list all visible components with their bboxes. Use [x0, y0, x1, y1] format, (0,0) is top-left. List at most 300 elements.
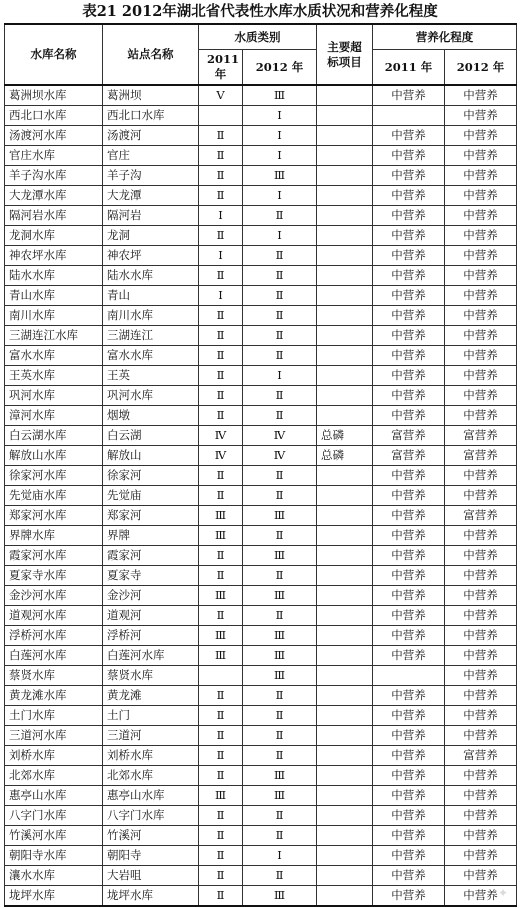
main-exceed-cell [317, 206, 373, 226]
wq-2012-cell: Ⅲ [243, 626, 317, 646]
table-row [5, 566, 517, 586]
reservoir-cell: 惠亭山水库 [5, 786, 103, 806]
reservoir-cell: 羊子沟水库 [5, 166, 103, 186]
main-exceed-cell [317, 766, 373, 786]
table-row [5, 486, 517, 506]
wq-2011-cell: Ⅱ [199, 466, 243, 486]
wq-2012-cell: Ⅱ [243, 486, 317, 506]
reservoir-cell: 青山水库 [5, 286, 103, 306]
trophic-2011-cell: 中营养 [373, 206, 445, 226]
wq-2012-cell: Ⅲ [243, 586, 317, 606]
main-exceed-cell [317, 106, 373, 126]
station-cell: 徐家河 [103, 466, 199, 486]
reservoir-cell: 黄龙滩水库 [5, 686, 103, 706]
header-main-exceed: 主要超标项目 [317, 24, 373, 85]
table-row [5, 546, 517, 566]
station-cell: 霞家河 [103, 546, 199, 566]
reservoir-cell: 霞家河水库 [5, 546, 103, 566]
wq-2011-cell [199, 666, 243, 686]
table-row [5, 85, 517, 106]
wq-2012-cell: Ⅱ [243, 746, 317, 766]
reservoir-cell: 浮桥河水库 [5, 626, 103, 646]
station-cell: 羊子沟 [103, 166, 199, 186]
trophic-2011-cell: 中营养 [373, 226, 445, 246]
trophic-2011-cell: 中营养 [373, 606, 445, 626]
trophic-2011-cell: 中营养 [373, 886, 445, 907]
wq-2011-cell: Ⅲ [199, 506, 243, 526]
reservoir-cell: 葛洲坝水库 [5, 85, 103, 106]
wq-2012-cell: Ⅱ [243, 206, 317, 226]
trophic-2011-cell: 中营养 [373, 766, 445, 786]
station-cell: 隔河岩 [103, 206, 199, 226]
main-exceed-cell [317, 866, 373, 886]
table-row [5, 826, 517, 846]
table-row [5, 366, 517, 386]
header-trophic-2011: 2011 年 [373, 50, 445, 86]
trophic-2011-cell: 中营养 [373, 246, 445, 266]
station-cell: 竹溪河 [103, 826, 199, 846]
table-row [5, 626, 517, 646]
wq-2012-cell: Ⅱ [243, 686, 317, 706]
table-row [5, 646, 517, 666]
trophic-2011-cell: 中营养 [373, 346, 445, 366]
trophic-2011-cell: 中营养 [373, 406, 445, 426]
table-row [5, 686, 517, 706]
station-cell: 蔡贤水库 [103, 666, 199, 686]
wq-2012-cell: Ⅱ [243, 326, 317, 346]
station-cell: 富水水库 [103, 346, 199, 366]
wq-2012-cell: Ⅱ [243, 726, 317, 746]
trophic-2012-cell: 中营养 [445, 85, 517, 106]
station-cell: 白云湖 [103, 426, 199, 446]
table-row [5, 146, 517, 166]
reservoir-cell: 大龙潭水库 [5, 186, 103, 206]
main-exceed-cell [317, 606, 373, 626]
wq-2012-cell: Ⅱ [243, 286, 317, 306]
station-cell: 白莲河水库 [103, 646, 199, 666]
trophic-2011-cell: 中营养 [373, 706, 445, 726]
main-exceed-cell [317, 886, 373, 907]
trophic-2011-cell: 中营养 [373, 146, 445, 166]
trophic-2011-cell: 中营养 [373, 166, 445, 186]
reservoir-cell: 龙洞水库 [5, 226, 103, 246]
reservoir-cell: 解放山水库 [5, 446, 103, 466]
wq-2011-cell: Ⅱ [199, 306, 243, 326]
reservoir-cell: 漳河水库 [5, 406, 103, 426]
trophic-2011-cell: 中营养 [373, 846, 445, 866]
reservoir-cell: 金沙河水库 [5, 586, 103, 606]
station-cell: 大岩咀 [103, 866, 199, 886]
wq-2011-cell: Ⅱ [199, 746, 243, 766]
trophic-2012-cell: 中营养 [445, 826, 517, 846]
table-row [5, 426, 517, 446]
table-row [5, 806, 517, 826]
trophic-2011-cell: 中营养 [373, 866, 445, 886]
wq-2011-cell: Ⅲ [199, 626, 243, 646]
main-exceed-cell [317, 806, 373, 826]
trophic-2012-cell: 中营养 [445, 106, 517, 126]
main-exceed-cell [317, 326, 373, 346]
trophic-2012-cell: 中营养 [445, 806, 517, 826]
trophic-2012-cell: 中营养 [445, 166, 517, 186]
trophic-2011-cell: 中营养 [373, 85, 445, 106]
wq-2011-cell: Ⅱ [199, 406, 243, 426]
trophic-2012-cell: 中营养 [445, 706, 517, 726]
main-exceed-cell [317, 526, 373, 546]
station-cell: 烟墩 [103, 406, 199, 426]
wq-2011-cell: Ⅱ [199, 366, 243, 386]
main-exceed-cell [317, 686, 373, 706]
trophic-2011-cell: 中营养 [373, 286, 445, 306]
reservoir-cell: 西北口水库 [5, 106, 103, 126]
header-trophic: 营养化程度 [373, 24, 517, 50]
table-row [5, 766, 517, 786]
trophic-2011-cell: 中营养 [373, 366, 445, 386]
trophic-2012-cell: 中营养 [445, 666, 517, 686]
table-row [5, 326, 517, 346]
trophic-2011-cell [373, 666, 445, 686]
table-row [5, 746, 517, 766]
wq-2012-cell: Ⅲ [243, 666, 317, 686]
wq-2012-cell: Ⅲ [243, 546, 317, 566]
main-exceed-cell [317, 546, 373, 566]
wq-2011-cell: Ⅱ [199, 346, 243, 366]
main-exceed-cell [317, 626, 373, 646]
trophic-2011-cell: 中营养 [373, 626, 445, 646]
table-row [5, 206, 517, 226]
station-cell: 青山 [103, 286, 199, 306]
trophic-2012-cell: 富营养 [445, 746, 517, 766]
trophic-2012-cell: 中营养 [445, 846, 517, 866]
trophic-2012-cell: 富营养 [445, 446, 517, 466]
trophic-2012-cell: 中营养 [445, 246, 517, 266]
wq-2011-cell: Ⅳ [199, 446, 243, 466]
trophic-2011-cell: 富营养 [373, 426, 445, 446]
wq-2011-cell: Ⅱ [199, 846, 243, 866]
trophic-2011-cell: 中营养 [373, 746, 445, 766]
station-cell: 朝阳寺 [103, 846, 199, 866]
wq-2011-cell: Ⅰ [199, 206, 243, 226]
reservoir-cell: 陆水水库 [5, 266, 103, 286]
header-wq-2011: 2011年 [199, 50, 243, 86]
wq-2011-cell: Ⅴ [199, 85, 243, 106]
reservoir-cell: 竹溪河水库 [5, 826, 103, 846]
trophic-2012-cell: 中营养 [445, 586, 517, 606]
trophic-2012-cell: 中营养 [445, 386, 517, 406]
table-row [5, 526, 517, 546]
wq-2011-cell: Ⅱ [199, 186, 243, 206]
trophic-2011-cell: 中营养 [373, 386, 445, 406]
table-row [5, 466, 517, 486]
trophic-2012-cell: 中营养 [445, 366, 517, 386]
trophic-2012-cell: 富营养 [445, 426, 517, 446]
station-cell: 三道河 [103, 726, 199, 746]
station-cell: 金沙河 [103, 586, 199, 606]
table-row [5, 386, 517, 406]
main-exceed-cell [317, 126, 373, 146]
main-exceed-cell [317, 466, 373, 486]
station-cell: 南川水库 [103, 306, 199, 326]
reservoir-cell: 刘桥水库 [5, 746, 103, 766]
station-cell: 北郊水库 [103, 766, 199, 786]
reservoir-cell: 神农坪水库 [5, 246, 103, 266]
station-cell: 龙洞 [103, 226, 199, 246]
wq-2012-cell: Ⅲ [243, 506, 317, 526]
table-row [5, 246, 517, 266]
trophic-2011-cell: 中营养 [373, 826, 445, 846]
trophic-2011-cell: 中营养 [373, 546, 445, 566]
wq-2011-cell: Ⅲ [199, 586, 243, 606]
reservoir-cell: 白云湖水库 [5, 426, 103, 446]
wq-2012-cell: Ⅱ [243, 606, 317, 626]
main-exceed-cell [317, 366, 373, 386]
trophic-2011-cell: 中营养 [373, 726, 445, 746]
station-cell: 夏家寺 [103, 566, 199, 586]
trophic-2012-cell: 中营养 [445, 466, 517, 486]
trophic-2011-cell: 中营养 [373, 466, 445, 486]
main-exceed-cell [317, 586, 373, 606]
trophic-2012-cell: 中营养 [445, 606, 517, 626]
trophic-2011-cell: 中营养 [373, 686, 445, 706]
trophic-2012-cell: 中营养 [445, 866, 517, 886]
main-exceed-cell [317, 386, 373, 406]
wq-2012-cell: Ⅲ [243, 166, 317, 186]
main-exceed-cell [317, 666, 373, 686]
station-cell: 刘桥水库 [103, 746, 199, 766]
main-exceed-cell [317, 146, 373, 166]
main-exceed-cell [317, 286, 373, 306]
table-row [5, 166, 517, 186]
main-exceed-cell [317, 246, 373, 266]
table-row [5, 586, 517, 606]
trophic-2012-cell: 中营养 [445, 646, 517, 666]
reservoir-cell: 官庄水库 [5, 146, 103, 166]
table-row [5, 846, 517, 866]
reservoir-cell: 道观河水库 [5, 606, 103, 626]
reservoir-cell: 南川水库 [5, 306, 103, 326]
main-exceed-cell [317, 826, 373, 846]
table-row [5, 886, 517, 907]
wq-2011-cell: Ⅱ [199, 706, 243, 726]
trophic-2011-cell: 中营养 [373, 266, 445, 286]
reservoir-cell: 八字门水库 [5, 806, 103, 826]
wq-2011-cell: Ⅱ [199, 226, 243, 246]
trophic-2012-cell: 中营养 [445, 566, 517, 586]
table-row [5, 226, 517, 246]
reservoir-cell: 垅坪水库 [5, 886, 103, 907]
trophic-2012-cell: 中营养 [445, 286, 517, 306]
wq-2011-cell: Ⅱ [199, 826, 243, 846]
header-station: 站点名称 [103, 24, 199, 85]
main-exceed-cell [317, 566, 373, 586]
table-row [5, 126, 517, 146]
wq-2011-cell: Ⅱ [199, 766, 243, 786]
station-cell: 惠亭山水库 [103, 786, 199, 806]
trophic-2011-cell: 中营养 [373, 326, 445, 346]
station-cell: 葛洲坝 [103, 85, 199, 106]
table-title: 表21 2012年湖北省代表性水库水质状况和营养化程度 [82, 3, 438, 20]
main-exceed-cell [317, 85, 373, 106]
table-row [5, 786, 517, 806]
wq-2011-cell: Ⅱ [199, 886, 243, 907]
table-row [5, 606, 517, 626]
table-row [5, 706, 517, 726]
table-row [5, 666, 517, 686]
station-cell: 神农坪 [103, 246, 199, 266]
wq-2012-cell: Ⅱ [243, 466, 317, 486]
trophic-2012-cell: 中营养 [445, 226, 517, 246]
wq-2011-cell: Ⅱ [199, 726, 243, 746]
reservoir-cell: 富水水库 [5, 346, 103, 366]
wq-2012-cell: Ⅱ [243, 866, 317, 886]
reservoir-cell: 朝阳寺水库 [5, 846, 103, 866]
reservoir-cell: 北郊水库 [5, 766, 103, 786]
wq-2012-cell: Ⅰ [243, 226, 317, 246]
table-row [5, 106, 517, 126]
station-cell: 八字门水库 [103, 806, 199, 826]
trophic-2011-cell: 中营养 [373, 786, 445, 806]
wq-2012-cell: Ⅲ [243, 85, 317, 106]
wq-2012-cell: Ⅰ [243, 846, 317, 866]
reservoir-cell: 隔河岩水库 [5, 206, 103, 226]
reservoir-cell: 三道河水库 [5, 726, 103, 746]
wq-2011-cell: Ⅱ [199, 126, 243, 146]
trophic-2012-cell: 中营养 [445, 526, 517, 546]
trophic-2012-cell: 中营养 [445, 266, 517, 286]
main-exceed-cell [317, 846, 373, 866]
wq-2012-cell: Ⅱ [243, 346, 317, 366]
reservoir-cell: 先觉庙水库 [5, 486, 103, 506]
wq-2011-cell: Ⅱ [199, 866, 243, 886]
wq-2012-cell: Ⅰ [243, 146, 317, 166]
trophic-2012-cell: 中营养 [445, 726, 517, 746]
main-exceed-cell [317, 786, 373, 806]
main-exceed-cell: 总磷 [317, 446, 373, 466]
wq-2011-cell: Ⅱ [199, 386, 243, 406]
wq-2012-cell: Ⅱ [243, 266, 317, 286]
station-cell: 先觉庙 [103, 486, 199, 506]
table-row [5, 306, 517, 326]
wq-2011-cell: Ⅱ [199, 486, 243, 506]
main-exceed-cell [317, 166, 373, 186]
header-wq-2012: 2012 年 [243, 50, 317, 86]
station-cell: 界牌 [103, 526, 199, 546]
wq-2012-cell: Ⅲ [243, 786, 317, 806]
wq-2011-cell: Ⅱ [199, 146, 243, 166]
wq-2012-cell: Ⅳ [243, 446, 317, 466]
wq-2011-cell: Ⅱ [199, 166, 243, 186]
wq-2012-cell: Ⅱ [243, 706, 317, 726]
wq-2011-cell: Ⅱ [199, 566, 243, 586]
station-cell: 陆水水库 [103, 266, 199, 286]
trophic-2011-cell: 中营养 [373, 186, 445, 206]
main-exceed-cell: 总磷 [317, 426, 373, 446]
table-row [5, 266, 517, 286]
reservoir-cell: 土门水库 [5, 706, 103, 726]
table-body [5, 85, 517, 906]
reservoir-cell: 夏家寺水库 [5, 566, 103, 586]
table-row [5, 286, 517, 306]
header-reservoir: 水库名称 [5, 24, 103, 85]
water-quality-table [4, 23, 517, 907]
trophic-2011-cell: 中营养 [373, 506, 445, 526]
main-exceed-cell [317, 706, 373, 726]
table-row [5, 726, 517, 746]
trophic-2012-cell: 中营养 [445, 486, 517, 506]
wq-2012-cell: Ⅰ [243, 106, 317, 126]
station-cell: 解放山 [103, 446, 199, 466]
trophic-2012-cell: 中营养 [445, 146, 517, 166]
reservoir-cell: 瀼水水库 [5, 866, 103, 886]
wq-2011-cell: Ⅲ [199, 786, 243, 806]
trophic-2011-cell: 中营养 [373, 566, 445, 586]
table-row [5, 446, 517, 466]
wq-2012-cell: Ⅰ [243, 186, 317, 206]
trophic-2012-cell: 中营养 [445, 186, 517, 206]
station-cell: 道观河 [103, 606, 199, 626]
main-exceed-cell [317, 266, 373, 286]
trophic-2012-cell: 中营养 [445, 686, 517, 706]
reservoir-cell: 三湖连江水库 [5, 326, 103, 346]
wq-2012-cell: Ⅰ [243, 126, 317, 146]
trophic-2012-cell: 中营养 [445, 326, 517, 346]
wq-2011-cell: Ⅱ [199, 806, 243, 826]
wq-2012-cell: Ⅱ [243, 246, 317, 266]
station-cell: 土门 [103, 706, 199, 726]
wq-2012-cell: Ⅱ [243, 526, 317, 546]
wq-2011-cell: Ⅱ [199, 266, 243, 286]
station-cell: 浮桥河 [103, 626, 199, 646]
station-cell: 郑家河 [103, 506, 199, 526]
wq-2012-cell: Ⅱ [243, 826, 317, 846]
station-cell: 三湖连江 [103, 326, 199, 346]
station-cell: 大龙潭 [103, 186, 199, 206]
trophic-2012-cell: 富营养 [445, 506, 517, 526]
wq-2012-cell: Ⅱ [243, 406, 317, 426]
trophic-2012-cell: 中营养 [445, 346, 517, 366]
main-exceed-cell [317, 486, 373, 506]
trophic-2012-cell: 中营养 [445, 766, 517, 786]
trophic-2011-cell [373, 106, 445, 126]
wq-2012-cell: Ⅲ [243, 766, 317, 786]
trophic-2012-cell: 中营养 [445, 306, 517, 326]
trophic-2011-cell: 中营养 [373, 126, 445, 146]
main-exceed-cell [317, 726, 373, 746]
reservoir-cell: 徐家河水库 [5, 466, 103, 486]
header-water-quality: 水质类别 [199, 24, 317, 50]
trophic-2012-cell: 中营养 [445, 886, 517, 907]
wq-2011-cell: Ⅰ [199, 246, 243, 266]
reservoir-cell: 巩河水库 [5, 386, 103, 406]
reservoir-cell: 蔡贤水库 [5, 666, 103, 686]
main-exceed-cell [317, 646, 373, 666]
wq-2011-cell: Ⅲ [199, 526, 243, 546]
header-trophic-2012: 2012 年 [445, 50, 517, 86]
main-exceed-cell [317, 506, 373, 526]
station-cell: 巩河水库 [103, 386, 199, 406]
station-cell: 官庄 [103, 146, 199, 166]
station-cell: 黄龙滩 [103, 686, 199, 706]
wq-2012-cell: Ⅲ [243, 646, 317, 666]
table-row [5, 406, 517, 426]
main-exceed-cell [317, 186, 373, 206]
wq-2012-cell: Ⅱ [243, 806, 317, 826]
station-cell: 汤渡河 [103, 126, 199, 146]
trophic-2011-cell: 中营养 [373, 526, 445, 546]
trophic-2012-cell: 中营养 [445, 546, 517, 566]
trophic-2011-cell: 中营养 [373, 306, 445, 326]
wq-2011-cell: Ⅱ [199, 546, 243, 566]
